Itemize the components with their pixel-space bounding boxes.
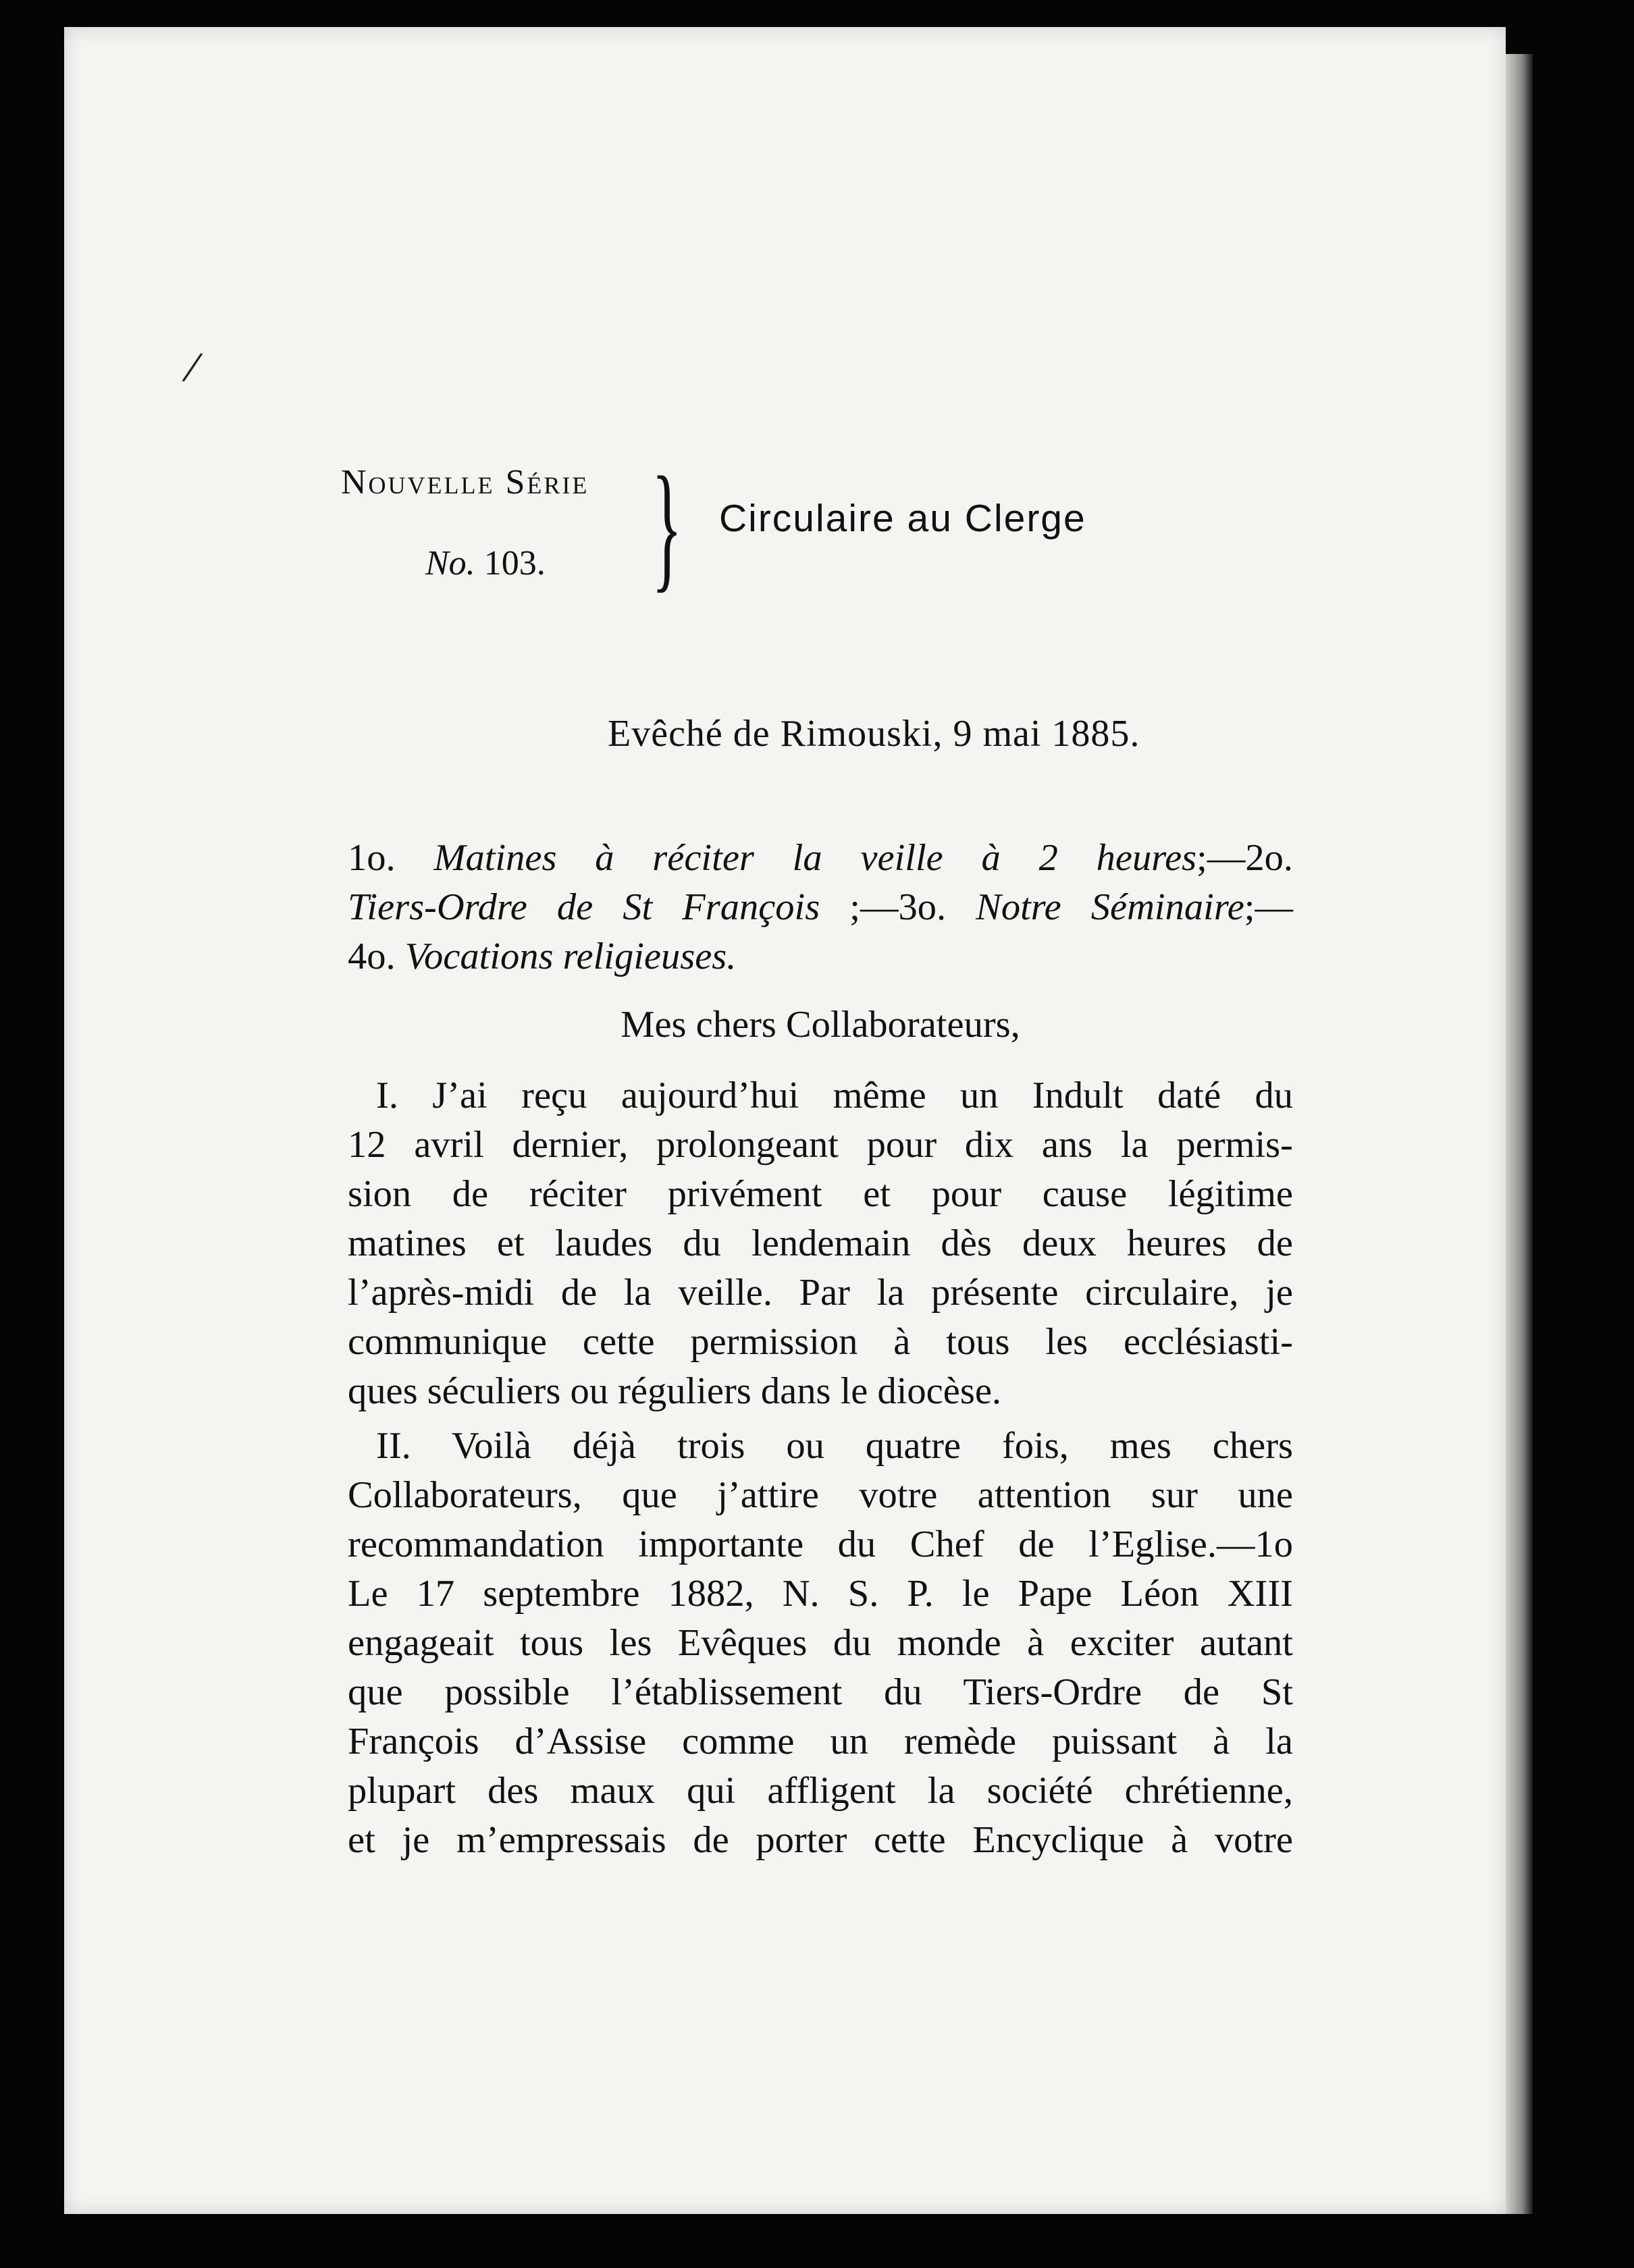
text-line: Le 17 septembre 1882, N. S. P. le Pape Léon XIII xyxy=(348,1573,1293,1615)
series-number-prefix: No. xyxy=(425,544,475,583)
summary-sep: ;— xyxy=(1244,886,1293,928)
summary-sep: ;—2o. xyxy=(1196,837,1293,879)
text-line: et je m’empressais de porter cette Encyclique à votre xyxy=(348,1819,1293,1861)
text-line: l’après-midi de la veille. Par la présente circulaire, je xyxy=(348,1272,1293,1314)
summary-line xyxy=(348,834,1293,883)
text-line: François d’Assise comme un remède puissant à la xyxy=(348,1721,1293,1762)
series-number xyxy=(425,543,546,583)
paragraph-2 xyxy=(348,1422,1293,1865)
summary-sep: ;—3o. xyxy=(849,886,947,928)
text-line: I. J’ai reçu aujourd’hui même un Indult daté du xyxy=(376,1075,1293,1116)
text-line: ques séculiers ou réguliers dans le diocèse. xyxy=(348,1370,1002,1412)
summary-topic: Matines à réciter la veille à 2 heures xyxy=(433,837,1197,879)
summary-topic: Notre Séminaire xyxy=(976,886,1244,928)
text-line: plupart des maux qui affligent la société chrétienne, xyxy=(348,1770,1293,1812)
dateline: Evêché de Rimouski, 9 mai 1885. xyxy=(608,713,1140,755)
letter-body xyxy=(348,834,1293,1865)
summary-number: 4o. xyxy=(348,936,396,977)
text-line: recommandation importante du Chef de l’Eglise.—1o xyxy=(348,1523,1293,1565)
summary-line xyxy=(348,932,1293,981)
pencil-mark: / xyxy=(179,340,206,395)
salutation: Mes chers Collaborateurs, xyxy=(621,1004,1020,1046)
summary xyxy=(348,834,1293,981)
circular-title: Circulaire au Clerge xyxy=(719,497,1086,540)
text-line: communique cette permission à tous les ecclésiasti- xyxy=(348,1321,1293,1363)
text-line: matines et laudes du lendemain dès deux heures de xyxy=(348,1222,1293,1264)
text-line: que possible l’établissement du Tiers-Ordre de St xyxy=(348,1671,1293,1713)
brace-glyph: } xyxy=(652,448,683,605)
text-line: sion de réciter privément et pour cause légitime xyxy=(348,1173,1293,1215)
paragraph-gap xyxy=(348,1416,1293,1422)
text-line: engageait tous les Evêques du monde à exciter autant xyxy=(348,1622,1293,1664)
text-line: Collaborateurs, que j’attire votre attention sur une xyxy=(348,1474,1293,1516)
paper-edge xyxy=(1506,54,1533,2214)
summary-topic: Vocations religieuses. xyxy=(404,936,737,977)
summary-number: 1o. xyxy=(348,837,396,879)
summary-line xyxy=(348,883,1293,932)
summary-topic: Tiers-Ordre de St François xyxy=(348,886,820,928)
series-number-value: 103. xyxy=(483,544,546,583)
series-label: Nouvelle Série xyxy=(341,463,589,502)
text-line: 12 avril dernier, prolongeant pour dix ans la permis- xyxy=(348,1124,1293,1166)
text-line: II. Voilà déjà trois ou quatre fois, mes chers xyxy=(376,1425,1293,1467)
paragraph-1 xyxy=(348,1071,1293,1416)
